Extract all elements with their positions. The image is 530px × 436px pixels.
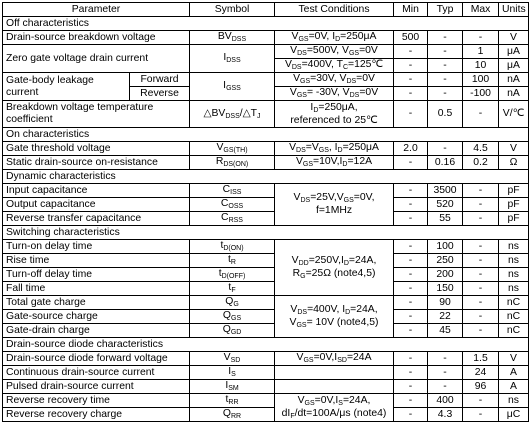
param-cell: Total gate charge bbox=[3, 296, 190, 310]
header-units: Units bbox=[499, 3, 529, 17]
condition-cell: VGS= -30V, VDS=0V bbox=[275, 87, 394, 101]
max-cell: 1.5 bbox=[463, 352, 499, 366]
unit-cell: pF bbox=[499, 184, 529, 198]
unit-cell: ns bbox=[499, 268, 529, 282]
condition-cell bbox=[275, 366, 394, 380]
condition-cell: VDS=500V, VGS=0V bbox=[275, 45, 394, 59]
max-cell: - bbox=[463, 31, 499, 45]
table-row bbox=[3, 212, 529, 226]
condition-cell: ID=250μA, referenced to 25℃ bbox=[275, 101, 394, 128]
symbol-cell: QG bbox=[190, 296, 275, 310]
param-cell: Output capacitance bbox=[3, 198, 190, 212]
min-cell: - bbox=[394, 268, 428, 282]
unit-cell: nC bbox=[499, 310, 529, 324]
condition-cell: VDS=400V, ID=24A, VGS= 10V (note4,5) bbox=[275, 296, 394, 338]
max-cell: - bbox=[463, 268, 499, 282]
table-row bbox=[3, 101, 529, 128]
symbol-cell: VSD bbox=[190, 352, 275, 366]
typ-cell: 100 bbox=[428, 240, 463, 254]
table-row bbox=[3, 268, 529, 282]
max-cell: 100 bbox=[463, 73, 499, 87]
min-cell: - bbox=[394, 296, 428, 310]
table-row bbox=[3, 366, 529, 380]
max-cell: 0.2 bbox=[463, 156, 499, 170]
min-cell: - bbox=[394, 254, 428, 268]
table-row bbox=[3, 296, 529, 310]
param-cell: Reverse recovery time bbox=[3, 394, 190, 408]
unit-cell: A bbox=[499, 366, 529, 380]
max-cell: -100 bbox=[463, 87, 499, 101]
min-cell: - bbox=[394, 352, 428, 366]
condition-cell: VGS=30V, VDS=0V bbox=[275, 73, 394, 87]
table-row bbox=[3, 45, 529, 59]
condition-cell: VGS=0V, ID=250μA bbox=[275, 31, 394, 45]
symbol-cell: RDS(ON) bbox=[190, 156, 275, 170]
condition-cell: VDS=400V, TC=125℃ bbox=[275, 59, 394, 73]
max-cell: - bbox=[463, 240, 499, 254]
max-cell: - bbox=[463, 101, 499, 128]
typ-cell: - bbox=[428, 87, 463, 101]
subparam-cell: Reverse bbox=[130, 87, 190, 101]
unit-cell: pF bbox=[499, 198, 529, 212]
symbol-cell: CISS bbox=[190, 184, 275, 198]
min-cell: - bbox=[394, 282, 428, 296]
param-cell: Gate-body leakage current bbox=[3, 73, 130, 101]
unit-cell: nA bbox=[499, 73, 529, 87]
condition-cell: VGS=0V,ISD=24A bbox=[275, 352, 394, 366]
min-cell: - bbox=[394, 73, 428, 87]
min-cell: - bbox=[394, 184, 428, 198]
symbol-cell: QGS bbox=[190, 310, 275, 324]
unit-cell: V/℃ bbox=[499, 101, 529, 128]
max-cell: - bbox=[463, 198, 499, 212]
param-cell: Turn-on delay time bbox=[3, 240, 190, 254]
unit-cell: A bbox=[499, 380, 529, 394]
condition-cell: VGS=10V,ID=12A bbox=[275, 156, 394, 170]
param-cell: Continuous drain-source current bbox=[3, 366, 190, 380]
max-cell: 96 bbox=[463, 380, 499, 394]
condition-cell bbox=[275, 380, 394, 394]
min-cell: - bbox=[394, 380, 428, 394]
max-cell: 1 bbox=[463, 45, 499, 59]
max-cell: - bbox=[463, 212, 499, 226]
symbol-cell: QGD bbox=[190, 324, 275, 338]
table-row bbox=[3, 394, 529, 408]
param-cell: Reverse transfer capacitance bbox=[3, 212, 190, 226]
typ-cell: - bbox=[428, 59, 463, 73]
unit-cell: μA bbox=[499, 45, 529, 59]
max-cell: - bbox=[463, 254, 499, 268]
table-row bbox=[3, 352, 529, 366]
unit-cell: pF bbox=[499, 212, 529, 226]
header-min: Min bbox=[394, 3, 428, 17]
symbol-cell: CRSS bbox=[190, 212, 275, 226]
min-cell: - bbox=[394, 240, 428, 254]
param-cell: Zero gate voltage drain current bbox=[3, 45, 190, 73]
min-cell: - bbox=[394, 394, 428, 408]
section-title: Off characteristics bbox=[3, 17, 529, 31]
min-cell: - bbox=[394, 366, 428, 380]
typ-cell: - bbox=[428, 352, 463, 366]
header-test-conditions: Test Conditions bbox=[275, 3, 394, 17]
max-cell: - bbox=[463, 184, 499, 198]
section-row bbox=[3, 170, 529, 184]
unit-cell: V bbox=[499, 142, 529, 156]
min-cell: - bbox=[394, 59, 428, 73]
symbol-cell: tD(ON) bbox=[190, 240, 275, 254]
typ-cell: 45 bbox=[428, 324, 463, 338]
condition-cell: VDD=250V,ID=24A, RG=25Ω (note4,5) bbox=[275, 240, 394, 296]
typ-cell: 4.3 bbox=[428, 408, 463, 422]
symbol-cell: tD(OFF) bbox=[190, 268, 275, 282]
param-cell: Gate-source charge bbox=[3, 310, 190, 324]
typ-cell: 250 bbox=[428, 254, 463, 268]
typ-cell: - bbox=[428, 380, 463, 394]
table-row bbox=[3, 156, 529, 170]
symbol-cell: COSS bbox=[190, 198, 275, 212]
param-cell: Turn-off delay time bbox=[3, 268, 190, 282]
param-cell: Drain-source breakdown voltage bbox=[3, 31, 190, 45]
symbol-cell: QRR bbox=[190, 408, 275, 422]
min-cell: - bbox=[394, 198, 428, 212]
table-row bbox=[3, 73, 529, 87]
header-typ: Typ bbox=[428, 3, 463, 17]
symbol-cell: IGSS bbox=[190, 73, 275, 101]
min-cell: - bbox=[394, 101, 428, 128]
min-cell: - bbox=[394, 408, 428, 422]
table-row bbox=[3, 380, 529, 394]
table-row bbox=[3, 324, 529, 338]
unit-cell: nC bbox=[499, 324, 529, 338]
min-cell: 500 bbox=[394, 31, 428, 45]
table-row bbox=[3, 198, 529, 212]
symbol-cell: ISM bbox=[190, 380, 275, 394]
param-cell: Reverse recovery charge bbox=[3, 408, 190, 422]
max-cell: - bbox=[463, 324, 499, 338]
max-cell: - bbox=[463, 296, 499, 310]
section-title: On characteristics bbox=[3, 128, 529, 142]
condition-cell: VGS=0V,IS=24A, dIF/dt=100A/μs (note4) bbox=[275, 394, 394, 422]
header-row bbox=[3, 3, 529, 17]
header-symbol: Symbol bbox=[190, 3, 275, 17]
min-cell: - bbox=[394, 156, 428, 170]
section-title: Drain-source diode characteristics bbox=[3, 338, 529, 352]
typ-cell: 3500 bbox=[428, 184, 463, 198]
param-cell: Static drain-source on-resistance bbox=[3, 156, 190, 170]
typ-cell: 0.5 bbox=[428, 101, 463, 128]
section-row bbox=[3, 226, 529, 240]
typ-cell: - bbox=[428, 142, 463, 156]
typ-cell: 400 bbox=[428, 394, 463, 408]
max-cell: - bbox=[463, 310, 499, 324]
max-cell: 4.5 bbox=[463, 142, 499, 156]
param-cell: Rise time bbox=[3, 254, 190, 268]
max-cell: - bbox=[463, 408, 499, 422]
unit-cell: ns bbox=[499, 240, 529, 254]
condition-cell: VDS=VGS, ID=250μA bbox=[275, 142, 394, 156]
unit-cell: ns bbox=[499, 254, 529, 268]
table-row bbox=[3, 142, 529, 156]
typ-cell: 55 bbox=[428, 212, 463, 226]
max-cell: 24 bbox=[463, 366, 499, 380]
electrical-characteristics-table bbox=[2, 2, 529, 422]
unit-cell: Ω bbox=[499, 156, 529, 170]
param-cell: Drain-source diode forward voltage bbox=[3, 352, 190, 366]
symbol-cell: IS bbox=[190, 366, 275, 380]
unit-cell: nC bbox=[499, 296, 529, 310]
condition-cell: VDS=25V,VGS=0V, f=1MHz bbox=[275, 184, 394, 226]
typ-cell: - bbox=[428, 45, 463, 59]
section-row bbox=[3, 338, 529, 352]
min-cell: - bbox=[394, 87, 428, 101]
min-cell: - bbox=[394, 324, 428, 338]
typ-cell: 22 bbox=[428, 310, 463, 324]
section-title: Dynamic characteristics bbox=[3, 170, 529, 184]
param-cell: Gate threshold voltage bbox=[3, 142, 190, 156]
symbol-cell: △BVDSS/△TJ bbox=[190, 101, 275, 128]
unit-cell: μC bbox=[499, 408, 529, 422]
typ-cell: 90 bbox=[428, 296, 463, 310]
symbol-cell: IDSS bbox=[190, 45, 275, 73]
symbol-cell: BVDSS bbox=[190, 31, 275, 45]
unit-cell: V bbox=[499, 31, 529, 45]
max-cell: - bbox=[463, 394, 499, 408]
table-row bbox=[3, 310, 529, 324]
min-cell: - bbox=[394, 310, 428, 324]
typ-cell: - bbox=[428, 73, 463, 87]
unit-cell: V bbox=[499, 352, 529, 366]
unit-cell: nA bbox=[499, 87, 529, 101]
symbol-cell: tF bbox=[190, 282, 275, 296]
unit-cell: ns bbox=[499, 282, 529, 296]
max-cell: - bbox=[463, 282, 499, 296]
symbol-cell: VGS(TH) bbox=[190, 142, 275, 156]
header-max: Max bbox=[463, 3, 499, 17]
header-parameter: Parameter bbox=[3, 3, 190, 17]
min-cell: 2.0 bbox=[394, 142, 428, 156]
param-cell: Input capacitance bbox=[3, 184, 190, 198]
table-row bbox=[3, 254, 529, 268]
typ-cell: - bbox=[428, 366, 463, 380]
table-row bbox=[3, 184, 529, 198]
symbol-cell: tR bbox=[190, 254, 275, 268]
section-row bbox=[3, 128, 529, 142]
unit-cell: μA bbox=[499, 59, 529, 73]
typ-cell: 150 bbox=[428, 282, 463, 296]
table-row bbox=[3, 282, 529, 296]
unit-cell: ns bbox=[499, 394, 529, 408]
symbol-cell: tRR bbox=[190, 394, 275, 408]
section-title: Switching characteristics bbox=[3, 226, 529, 240]
typ-cell: 520 bbox=[428, 198, 463, 212]
param-cell: Gate-drain charge bbox=[3, 324, 190, 338]
typ-cell: 0.16 bbox=[428, 156, 463, 170]
table-row bbox=[3, 408, 529, 422]
section-row bbox=[3, 17, 529, 31]
min-cell: - bbox=[394, 45, 428, 59]
max-cell: 10 bbox=[463, 59, 499, 73]
typ-cell: - bbox=[428, 31, 463, 45]
param-cell: Fall time bbox=[3, 282, 190, 296]
min-cell: - bbox=[394, 212, 428, 226]
typ-cell: 200 bbox=[428, 268, 463, 282]
subparam-cell: Forward bbox=[130, 73, 190, 87]
table-row bbox=[3, 31, 529, 45]
param-cell: Breakdown voltage temperature coefficient bbox=[3, 101, 190, 128]
table-row bbox=[3, 240, 529, 254]
param-cell: Pulsed drain-source current bbox=[3, 380, 190, 394]
